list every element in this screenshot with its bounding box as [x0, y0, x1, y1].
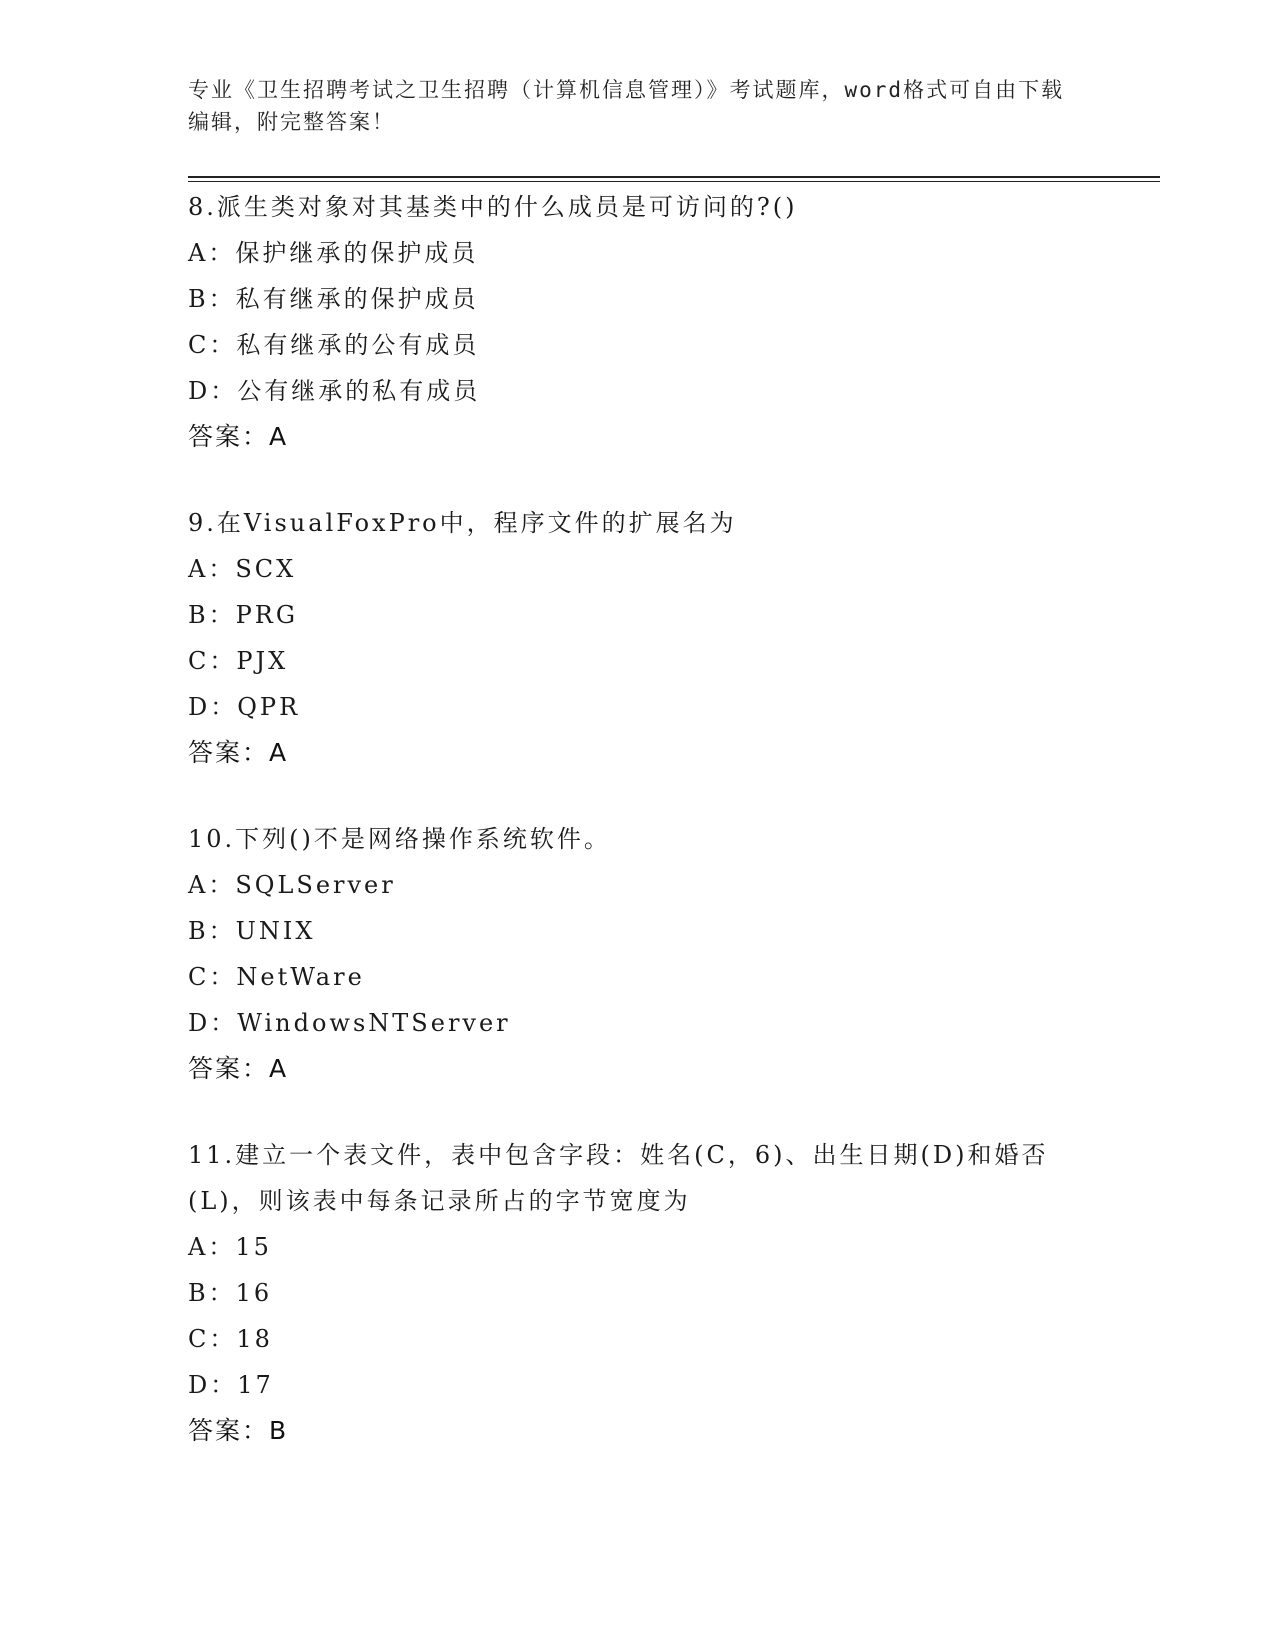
- answer-label: 答案：B: [188, 1416, 289, 1445]
- answer-label: 答案：A: [188, 422, 289, 451]
- header-divider-thick: [188, 176, 1160, 178]
- question-8: [188, 184, 1088, 460]
- question-10: [188, 816, 1088, 1092]
- option-d: D：QPR: [188, 693, 301, 721]
- option-d: D：17: [188, 1371, 274, 1399]
- option-c: C：PJX: [188, 647, 289, 675]
- header-divider-thin: [188, 181, 1160, 182]
- option-a: A：SCX: [188, 555, 297, 583]
- option-c: C：私有继承的公有成员: [188, 331, 480, 359]
- option-b: B：PRG: [188, 601, 299, 629]
- option-a: A：SQLServer: [188, 871, 396, 899]
- option-d: D：WindowsNTServer: [188, 1009, 511, 1037]
- option-a: A：保护继承的保护成员: [188, 239, 479, 267]
- document-header: [188, 74, 1068, 138]
- option-d: D：公有继承的私有成员: [188, 377, 481, 405]
- answer-label: 答案：A: [188, 738, 289, 767]
- question-stem: 10.下列()不是网络操作系统软件。: [188, 825, 611, 853]
- option-a: A：15: [188, 1233, 272, 1261]
- option-b: B：16: [188, 1279, 273, 1307]
- question-9: [188, 500, 1088, 776]
- question-stem: 9.在VisualFoxPro中，程序文件的扩展名为: [188, 509, 737, 537]
- option-c: C：18: [188, 1325, 273, 1353]
- option-c: C：NetWare: [188, 963, 365, 991]
- option-b: B：UNIX: [188, 917, 316, 945]
- question-stem: 11.建立一个表文件，表中包含字段：姓名(C，6)、出生日期(D)和婚否(L)，则该表中每条记录所占的字节宽度为: [188, 1141, 1049, 1215]
- option-b: B：私有继承的保护成员: [188, 285, 479, 313]
- question-stem: 8.派生类对象对其基类中的什么成员是可访问的?(): [188, 193, 798, 221]
- question-11: [188, 1132, 1088, 1454]
- answer-label: 答案：A: [188, 1054, 289, 1083]
- header-text: 专业《卫生招聘考试之卫生招聘（计算机信息管理）》考试题库，word格式可自由下载编辑，附完整答案！: [188, 78, 1065, 134]
